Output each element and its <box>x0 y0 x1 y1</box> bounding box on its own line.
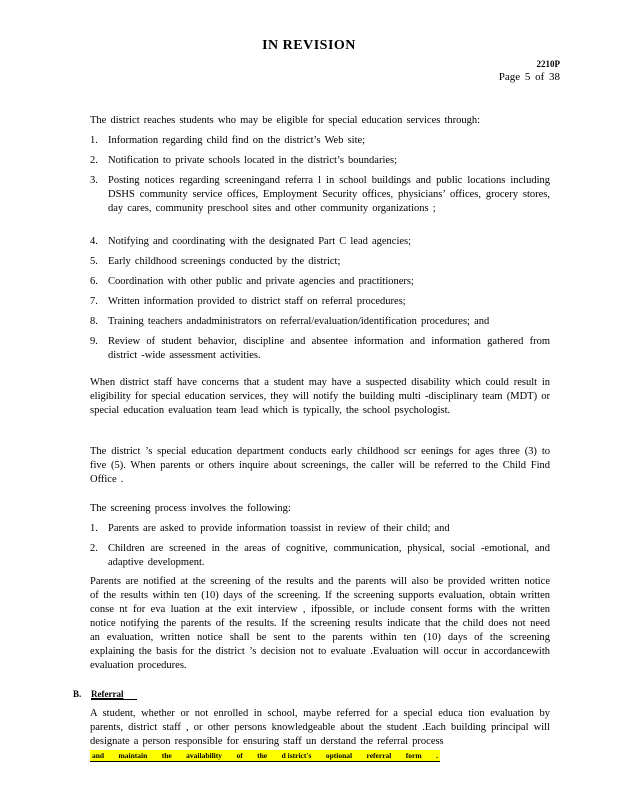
list-text: Early childhood screenings conducted by the district; <box>108 256 341 267</box>
list-item <box>90 235 550 249</box>
list-item <box>90 295 550 309</box>
list-item <box>90 335 550 363</box>
list-item <box>90 542 550 570</box>
referral-paragraph: A student, whether or not enrolled in school, maybe referred for a special educa tion evaluation by parents, district staff , or other persons knowledgeable about the student .Each building principal will designate a person responsible for ensuring staff un derstand the referral process <box>90 708 550 747</box>
list-item <box>90 174 550 216</box>
highlight-word: optional <box>325 751 353 760</box>
list-text: Notification to private schools located in the district’s boundaries; <box>108 155 398 166</box>
list-text: Written information provided to district staff on referral procedures; <box>108 296 406 307</box>
list-number: 9. <box>90 336 98 347</box>
list-number: 6. <box>90 276 98 287</box>
page-title: IN REVISION <box>262 38 356 53</box>
section-letter: B. <box>73 689 82 699</box>
intro-paragraph: The district reaches students who may be eligible for special education services through: <box>90 115 481 126</box>
document-number: 2210P <box>536 59 560 69</box>
notification-paragraph: Parents are notified at the screening of the results and the parents will also be provided written notice of the results within ten (10) days of the screening. If the screening supports evaluation, obtain written conse nt for eva luation at the exit interview , ifpossible, or include consent forms with the written notice notifying the parents of the results. If the screening results indicate that the child does not need an evaluation, written notice shall be sent to the parents within ten (10) days of the screening explaining the basis for the district ’s decision not to evaluate .Evaluation will occur in accordancewith evaluation procedures. <box>90 576 550 671</box>
list-item <box>90 315 550 329</box>
screenings-paragraph: The district ’s special education department conducts early childhood scr eenings for ages three (3) to five (5). When parents or others inquire about screenings, the caller will be referred to the Child Find Office . <box>90 446 550 485</box>
list-text: Coordination with other public and private agencies and practitioners; <box>108 276 414 287</box>
list-item <box>90 154 550 168</box>
list-number: 7. <box>90 296 98 307</box>
highlight-word: form <box>405 751 422 760</box>
list-text: Parents are asked to provide information toassist in review of their child; and <box>108 523 450 534</box>
list-text: Training teachers andadministrators on referral/evaluation/identification procedures; and <box>108 316 490 327</box>
list-item <box>90 275 550 289</box>
highlight-word: the <box>161 751 172 760</box>
list-number: 2. <box>90 155 98 166</box>
list-text: Information regarding child find on the district’s Web site; <box>108 135 366 146</box>
highlight-word: . <box>436 751 438 760</box>
list-text: Posting notices regarding screeningand referra l in school buildings and public locations including DSHS community service offices, Employment Security offices, physicians’ offices, grocery stores, day cares, community preschool sites and other community organizations ; <box>108 175 550 214</box>
list-number: 1. <box>90 523 98 534</box>
screening-intro: The screening process involves the following: <box>90 503 291 514</box>
highlight-word: and <box>92 751 105 760</box>
highlight-word: availability <box>186 751 223 760</box>
highlight-word: of <box>236 751 243 760</box>
list-text: Review of student behavior, discipline and absentee information and information gathered from district -wide assessment activities. <box>108 336 550 361</box>
page-number: Page 5 of 38 <box>498 71 560 83</box>
list-number: 8. <box>90 316 98 327</box>
list-number: 4. <box>90 236 98 247</box>
list-item <box>90 134 550 148</box>
highlight-word: d istrict's <box>281 751 312 760</box>
list-number: 1. <box>90 135 98 146</box>
list-item <box>90 255 550 269</box>
highlight-word: the <box>257 751 268 760</box>
list-text: Notifying and coordinating with the designated Part C lead agencies; <box>108 236 412 247</box>
highlight-word: maintain <box>118 751 148 760</box>
concerns-paragraph: When district staff have concerns that a student may have a suspected disability which could result in eligibility for special education services, they will notify the building multi -disciplinary team (MDT) or special education evaluation team lead which is typically, the school psychologist. <box>90 377 550 416</box>
highlight-word: referral <box>366 751 392 760</box>
highlighted-text <box>90 750 440 762</box>
section-title: Referral <box>91 689 137 700</box>
list-item <box>90 522 550 536</box>
list-number: 2. <box>90 543 98 554</box>
list-text: Children are screened in the areas of cognitive, communication, physical, social -emotional, and adaptive development. <box>108 543 550 568</box>
list-number: 3. <box>90 175 98 186</box>
list-number: 5. <box>90 256 98 267</box>
